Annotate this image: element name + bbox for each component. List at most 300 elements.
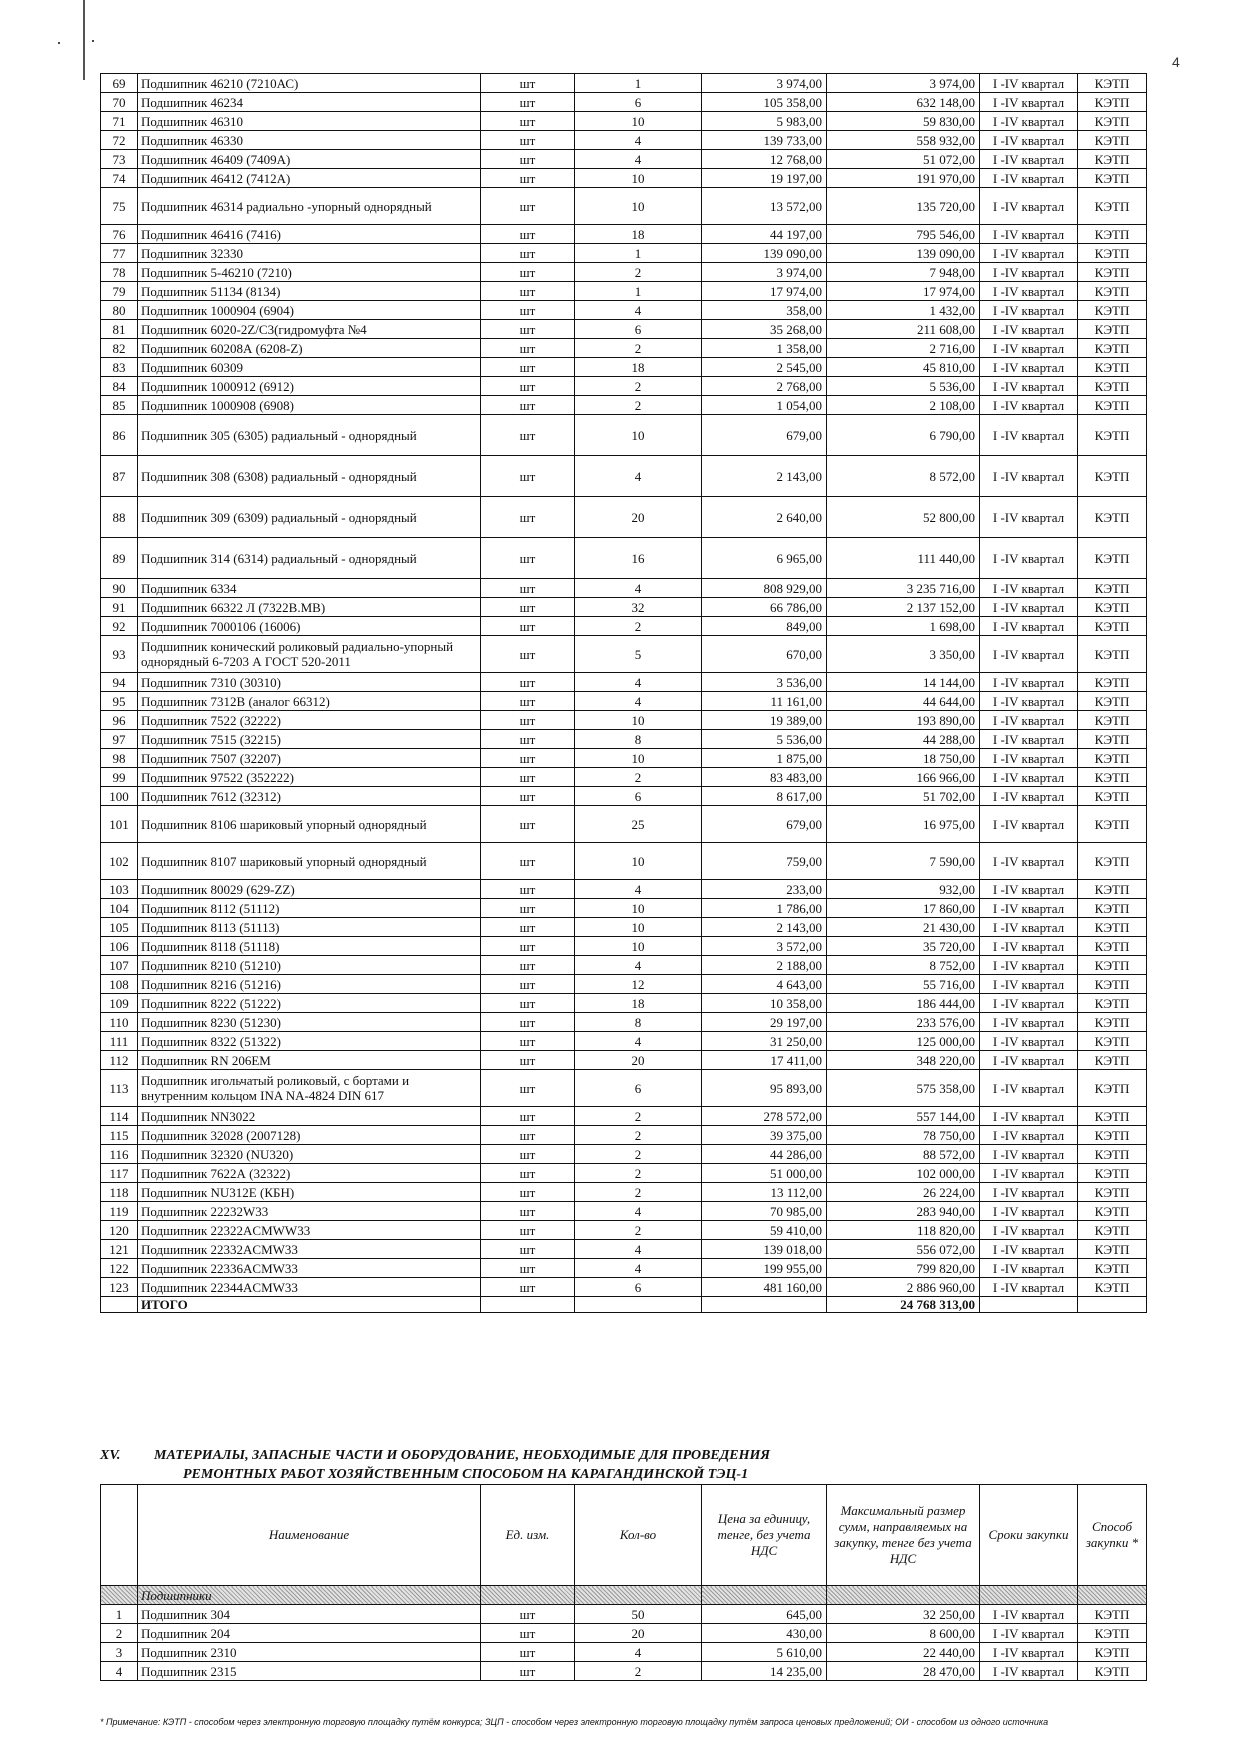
item-price: 19 389,00 (702, 711, 827, 730)
item-name: Подшипник 51134 (8134) (138, 282, 481, 301)
item-term: I -IV квартал (980, 1202, 1078, 1221)
item-qty: 2 (575, 1662, 702, 1681)
item-price: 430,00 (702, 1624, 827, 1643)
table-row (101, 263, 1147, 282)
item-method: КЭТП (1078, 806, 1147, 843)
item-qty: 4 (575, 1643, 702, 1662)
header-sum: Максимальный размер сумм, направляемых на закупку, тенге без учета НДС (827, 1485, 980, 1586)
item-name: Подшипник 46234 (138, 93, 481, 112)
item-sum: 5 536,00 (827, 377, 980, 396)
item-term: I -IV квартал (980, 1643, 1078, 1662)
item-sum: 556 072,00 (827, 1240, 980, 1259)
item-qty: 2 (575, 1126, 702, 1145)
row-number: 104 (101, 899, 138, 918)
item-unit: шт (481, 225, 575, 244)
item-term: I -IV квартал (980, 456, 1078, 497)
item-term: I -IV квартал (980, 937, 1078, 956)
item-sum: 139 090,00 (827, 244, 980, 263)
header-number (101, 1485, 138, 1586)
header-qty: Кол-во (575, 1485, 702, 1586)
table-row (101, 1624, 1147, 1643)
item-price: 14 235,00 (702, 1662, 827, 1681)
row-number: 108 (101, 975, 138, 994)
table-row (101, 768, 1147, 787)
item-unit: шт (481, 1624, 575, 1643)
section-xv-table (100, 1484, 1147, 1681)
item-unit: шт (481, 899, 575, 918)
item-name: Подшипник 2310 (138, 1643, 481, 1662)
item-qty: 10 (575, 188, 702, 225)
item-name: Подшипник 7522 (32222) (138, 711, 481, 730)
item-unit: шт (481, 806, 575, 843)
row-number: 1 (101, 1605, 138, 1624)
item-price: 29 197,00 (702, 1013, 827, 1032)
item-price: 17 974,00 (702, 282, 827, 301)
item-price: 5 983,00 (702, 112, 827, 131)
item-name: Подшипник 46330 (138, 131, 481, 150)
item-unit: шт (481, 301, 575, 320)
table-row (101, 1164, 1147, 1183)
item-name: Подшипник 7000106 (16006) (138, 617, 481, 636)
item-qty: 10 (575, 843, 702, 880)
item-unit: шт (481, 1221, 575, 1240)
item-term: I -IV квартал (980, 1070, 1078, 1107)
table-row (101, 1240, 1147, 1259)
item-term: I -IV квартал (980, 225, 1078, 244)
item-qty: 5 (575, 636, 702, 673)
item-term: I -IV квартал (980, 880, 1078, 899)
item-sum: 795 546,00 (827, 225, 980, 244)
item-sum: 102 000,00 (827, 1164, 980, 1183)
item-price: 44 286,00 (702, 1145, 827, 1164)
item-price: 139 733,00 (702, 131, 827, 150)
item-method: КЭТП (1078, 377, 1147, 396)
item-method: КЭТП (1078, 1202, 1147, 1221)
item-name: Подшипник 8222 (51222) (138, 994, 481, 1013)
item-term: I -IV квартал (980, 636, 1078, 673)
row-number: 78 (101, 263, 138, 282)
table-row (101, 806, 1147, 843)
item-name: Подшипник 32320 (NU320) (138, 1145, 481, 1164)
item-term: I -IV квартал (980, 1662, 1078, 1681)
item-sum: 211 608,00 (827, 320, 980, 339)
item-price: 17 411,00 (702, 1051, 827, 1070)
row-number: 95 (101, 692, 138, 711)
table-row (101, 843, 1147, 880)
table-row (101, 74, 1147, 93)
item-method: КЭТП (1078, 880, 1147, 899)
total-empty (481, 1297, 575, 1313)
item-name: Подшипник 8322 (51322) (138, 1032, 481, 1051)
item-unit: шт (481, 150, 575, 169)
item-name: Подшипник 22232W33 (138, 1202, 481, 1221)
total-empty (980, 1297, 1078, 1313)
item-price: 679,00 (702, 415, 827, 456)
item-term: I -IV квартал (980, 150, 1078, 169)
item-term: I -IV квартал (980, 1126, 1078, 1145)
item-price: 3 536,00 (702, 673, 827, 692)
item-method: КЭТП (1078, 956, 1147, 975)
item-term: I -IV квартал (980, 415, 1078, 456)
item-term: I -IV квартал (980, 112, 1078, 131)
item-qty: 4 (575, 1202, 702, 1221)
table-row (101, 282, 1147, 301)
row-number: 112 (101, 1051, 138, 1070)
row-number: 87 (101, 456, 138, 497)
item-sum: 18 750,00 (827, 749, 980, 768)
row-number: 123 (101, 1278, 138, 1297)
item-unit: шт (481, 1605, 575, 1624)
item-sum: 32 250,00 (827, 1605, 980, 1624)
row-number: 106 (101, 937, 138, 956)
item-method: КЭТП (1078, 538, 1147, 579)
item-qty: 20 (575, 497, 702, 538)
item-unit: шт (481, 396, 575, 415)
table-row (101, 169, 1147, 188)
row-number: 70 (101, 93, 138, 112)
row-number: 84 (101, 377, 138, 396)
item-sum: 2 137 152,00 (827, 598, 980, 617)
item-sum: 3 974,00 (827, 74, 980, 93)
item-sum: 17 974,00 (827, 282, 980, 301)
row-number: 88 (101, 497, 138, 538)
item-term: I -IV квартал (980, 1107, 1078, 1126)
table-row (101, 749, 1147, 768)
item-sum: 44 644,00 (827, 692, 980, 711)
header-unit: Ед. изм. (481, 1485, 575, 1586)
item-sum: 21 430,00 (827, 918, 980, 937)
table-row (101, 538, 1147, 579)
item-unit: шт (481, 1183, 575, 1202)
item-sum: 7 590,00 (827, 843, 980, 880)
item-qty: 4 (575, 1240, 702, 1259)
item-qty: 4 (575, 150, 702, 169)
item-qty: 18 (575, 994, 702, 1013)
item-method: КЭТП (1078, 937, 1147, 956)
item-price: 35 268,00 (702, 320, 827, 339)
item-qty: 12 (575, 975, 702, 994)
item-term: I -IV квартал (980, 1183, 1078, 1202)
item-sum: 51 072,00 (827, 150, 980, 169)
item-sum: 2 886 960,00 (827, 1278, 980, 1297)
item-qty: 32 (575, 598, 702, 617)
item-method: КЭТП (1078, 320, 1147, 339)
item-price: 12 768,00 (702, 150, 827, 169)
item-unit: шт (481, 843, 575, 880)
scan-artifact-line (83, 0, 85, 80)
item-qty: 10 (575, 112, 702, 131)
item-unit: шт (481, 1032, 575, 1051)
row-number: 103 (101, 880, 138, 899)
item-qty: 6 (575, 93, 702, 112)
item-term: I -IV квартал (980, 1164, 1078, 1183)
item-name: Подшипник 8210 (51210) (138, 956, 481, 975)
item-sum: 125 000,00 (827, 1032, 980, 1051)
item-name: Подшипник 7622А (32322) (138, 1164, 481, 1183)
item-qty: 2 (575, 396, 702, 415)
row-number: 93 (101, 636, 138, 673)
total-label: ИТОГО (138, 1297, 481, 1313)
item-term: I -IV квартал (980, 93, 1078, 112)
item-term: I -IV квартал (980, 617, 1078, 636)
item-qty: 20 (575, 1624, 702, 1643)
table-row (101, 112, 1147, 131)
row-number: 99 (101, 768, 138, 787)
item-method: КЭТП (1078, 339, 1147, 358)
item-unit: шт (481, 692, 575, 711)
table-row (101, 899, 1147, 918)
item-name: Подшипник 7312В (аналог 66312) (138, 692, 481, 711)
item-price: 2 640,00 (702, 497, 827, 538)
item-qty: 4 (575, 579, 702, 598)
table-row (101, 994, 1147, 1013)
item-price: 2 545,00 (702, 358, 827, 377)
item-sum: 6 790,00 (827, 415, 980, 456)
item-term: I -IV квартал (980, 673, 1078, 692)
item-unit: шт (481, 1240, 575, 1259)
item-term: I -IV квартал (980, 1259, 1078, 1278)
item-sum: 558 932,00 (827, 131, 980, 150)
item-unit: шт (481, 74, 575, 93)
item-term: I -IV квартал (980, 1221, 1078, 1240)
item-qty: 6 (575, 787, 702, 806)
item-unit: шт (481, 636, 575, 673)
row-number: 97 (101, 730, 138, 749)
item-name: Подшипник 7310 (30310) (138, 673, 481, 692)
row-number: 102 (101, 843, 138, 880)
item-term: I -IV квартал (980, 263, 1078, 282)
item-name: Подшипник 46210 (7210АС) (138, 74, 481, 93)
table-row (101, 1183, 1147, 1202)
table-row (101, 456, 1147, 497)
table-row (101, 673, 1147, 692)
footnote: * Примечание: КЭТП - способом через электронную торговую площадку путём конкурса; ЗЦП - способом через электронную торговую площадку путём запроса ценовых предложений; ОИ - способом из одного источника (100, 1717, 1049, 1727)
item-unit: шт (481, 787, 575, 806)
item-name: Подшипник 8112 (51112) (138, 899, 481, 918)
item-name: Подшипник 8230 (51230) (138, 1013, 481, 1032)
item-method: КЭТП (1078, 282, 1147, 301)
item-price: 3 974,00 (702, 74, 827, 93)
item-unit: шт (481, 93, 575, 112)
category-label: Подшипники (138, 1586, 481, 1605)
item-name: Подшипник 46416 (7416) (138, 225, 481, 244)
item-price: 358,00 (702, 301, 827, 320)
item-method: КЭТП (1078, 301, 1147, 320)
item-unit: шт (481, 579, 575, 598)
item-sum: 16 975,00 (827, 806, 980, 843)
item-name: Подшипник 7507 (32207) (138, 749, 481, 768)
item-price: 4 643,00 (702, 975, 827, 994)
item-sum: 3 235 716,00 (827, 579, 980, 598)
item-sum: 191 970,00 (827, 169, 980, 188)
item-method: КЭТП (1078, 636, 1147, 673)
item-unit: шт (481, 358, 575, 377)
item-name: Подшипник 7612 (32312) (138, 787, 481, 806)
header-price: Цена за единицу, тенге, без учета НДС (702, 1485, 827, 1586)
table-row (101, 1278, 1147, 1297)
item-method: КЭТП (1078, 1605, 1147, 1624)
item-price: 278 572,00 (702, 1107, 827, 1126)
item-qty: 4 (575, 456, 702, 497)
table-row (101, 1145, 1147, 1164)
row-number: 110 (101, 1013, 138, 1032)
item-qty: 6 (575, 1070, 702, 1107)
item-term: I -IV квартал (980, 1240, 1078, 1259)
table-row (101, 93, 1147, 112)
item-method: КЭТП (1078, 1126, 1147, 1145)
item-term: I -IV квартал (980, 994, 1078, 1013)
item-sum: 3 350,00 (827, 636, 980, 673)
item-method: КЭТП (1078, 1643, 1147, 1662)
table-row (101, 579, 1147, 598)
row-number: 119 (101, 1202, 138, 1221)
item-qty: 2 (575, 339, 702, 358)
item-price: 670,00 (702, 636, 827, 673)
item-term: I -IV квартал (980, 538, 1078, 579)
table-row (101, 244, 1147, 263)
total-sum: 24 768 313,00 (827, 1297, 980, 1313)
row-number: 105 (101, 918, 138, 937)
item-method: КЭТП (1078, 994, 1147, 1013)
item-price: 139 018,00 (702, 1240, 827, 1259)
item-name: Подшипник 60309 (138, 358, 481, 377)
item-sum: 52 800,00 (827, 497, 980, 538)
item-sum: 8 752,00 (827, 956, 980, 975)
item-qty: 10 (575, 711, 702, 730)
item-name: Подшипник 1000908 (6908) (138, 396, 481, 415)
item-price: 13 112,00 (702, 1183, 827, 1202)
item-qty: 4 (575, 1032, 702, 1051)
item-qty: 6 (575, 1278, 702, 1297)
section-title-line1: МАТЕРИАЛЫ, ЗАПАСНЫЕ ЧАСТИ И ОБОРУДОВАНИЕ, НЕОБХОДИМЫЕ ДЛЯ ПРОВЕДЕНИЯ (154, 1448, 771, 1463)
item-sum: 45 810,00 (827, 358, 980, 377)
item-method: КЭТП (1078, 730, 1147, 749)
item-term: I -IV квартал (980, 301, 1078, 320)
item-name: Подшипник 32028 (2007128) (138, 1126, 481, 1145)
row-number: 82 (101, 339, 138, 358)
row-number: 79 (101, 282, 138, 301)
item-sum: 17 860,00 (827, 899, 980, 918)
row-number: 100 (101, 787, 138, 806)
item-name: Подшипник 304 (138, 1605, 481, 1624)
item-qty: 4 (575, 880, 702, 899)
item-qty: 25 (575, 806, 702, 843)
item-qty: 10 (575, 937, 702, 956)
item-method: КЭТП (1078, 711, 1147, 730)
item-name: Подшипник 1000912 (6912) (138, 377, 481, 396)
table-row (101, 188, 1147, 225)
item-sum: 166 966,00 (827, 768, 980, 787)
item-unit: шт (481, 994, 575, 1013)
item-price: 808 929,00 (702, 579, 827, 598)
table-row (101, 730, 1147, 749)
item-price: 849,00 (702, 617, 827, 636)
item-term: I -IV квартал (980, 579, 1078, 598)
item-method: КЭТП (1078, 617, 1147, 636)
item-name: Подшипник 5-46210 (7210) (138, 263, 481, 282)
row-number: 77 (101, 244, 138, 263)
item-qty: 18 (575, 358, 702, 377)
item-method: КЭТП (1078, 188, 1147, 225)
item-method: КЭТП (1078, 1145, 1147, 1164)
item-qty: 8 (575, 1013, 702, 1032)
row-number: 81 (101, 320, 138, 339)
table-row (101, 1032, 1147, 1051)
item-term: I -IV квартал (980, 956, 1078, 975)
item-term: I -IV квартал (980, 787, 1078, 806)
item-sum: 632 148,00 (827, 93, 980, 112)
item-unit: шт (481, 377, 575, 396)
item-sum: 186 444,00 (827, 994, 980, 1013)
item-term: I -IV квартал (980, 396, 1078, 415)
item-term: I -IV квартал (980, 377, 1078, 396)
row-number: 90 (101, 579, 138, 598)
item-unit: шт (481, 456, 575, 497)
table-row (101, 918, 1147, 937)
item-name: Подшипник 305 (6305) радиальный - однорядный (138, 415, 481, 456)
item-unit: шт (481, 538, 575, 579)
item-method: КЭТП (1078, 225, 1147, 244)
item-method: КЭТП (1078, 93, 1147, 112)
item-sum: 28 470,00 (827, 1662, 980, 1681)
item-method: КЭТП (1078, 1183, 1147, 1202)
row-number: 92 (101, 617, 138, 636)
item-term: I -IV квартал (980, 131, 1078, 150)
row-number: 114 (101, 1107, 138, 1126)
item-term: I -IV квартал (980, 74, 1078, 93)
item-price: 3 572,00 (702, 937, 827, 956)
total-empty (702, 1297, 827, 1313)
item-qty: 2 (575, 617, 702, 636)
item-method: КЭТП (1078, 1107, 1147, 1126)
table-row (101, 225, 1147, 244)
item-qty: 2 (575, 263, 702, 282)
page-number: 4 (1172, 54, 1180, 70)
item-unit: шт (481, 1013, 575, 1032)
item-sum: 1 432,00 (827, 301, 980, 320)
total-row (101, 1297, 1147, 1313)
item-term: I -IV квартал (980, 806, 1078, 843)
item-sum: 59 830,00 (827, 112, 980, 131)
item-method: КЭТП (1078, 497, 1147, 538)
row-number: 71 (101, 112, 138, 131)
item-term: I -IV квартал (980, 730, 1078, 749)
item-price: 66 786,00 (702, 598, 827, 617)
table-row (101, 396, 1147, 415)
row-number: 83 (101, 358, 138, 377)
row-number: 75 (101, 188, 138, 225)
row-number: 115 (101, 1126, 138, 1145)
item-unit: шт (481, 918, 575, 937)
item-method: КЭТП (1078, 1032, 1147, 1051)
bearings-table-continued (100, 73, 1147, 1313)
item-method: КЭТП (1078, 169, 1147, 188)
item-name: Подшипник 80029 (629-ZZ) (138, 880, 481, 899)
item-name: Подшипник 7515 (32215) (138, 730, 481, 749)
item-price: 759,00 (702, 843, 827, 880)
table-row (101, 787, 1147, 806)
item-unit: шт (481, 975, 575, 994)
table-row (101, 1070, 1147, 1107)
row-number: 85 (101, 396, 138, 415)
item-method: КЭТП (1078, 787, 1147, 806)
row-number: 118 (101, 1183, 138, 1202)
item-qty: 20 (575, 1051, 702, 1070)
section-title-line2: РЕМОНТНЫХ РАБОТ ХОЗЯЙСТВЕННЫМ СПОСОБОМ НА КАРАГАНДИНСКОЙ ТЭЦ-1 (183, 1467, 749, 1482)
item-unit: шт (481, 956, 575, 975)
item-method: КЭТП (1078, 1164, 1147, 1183)
row-number: 96 (101, 711, 138, 730)
